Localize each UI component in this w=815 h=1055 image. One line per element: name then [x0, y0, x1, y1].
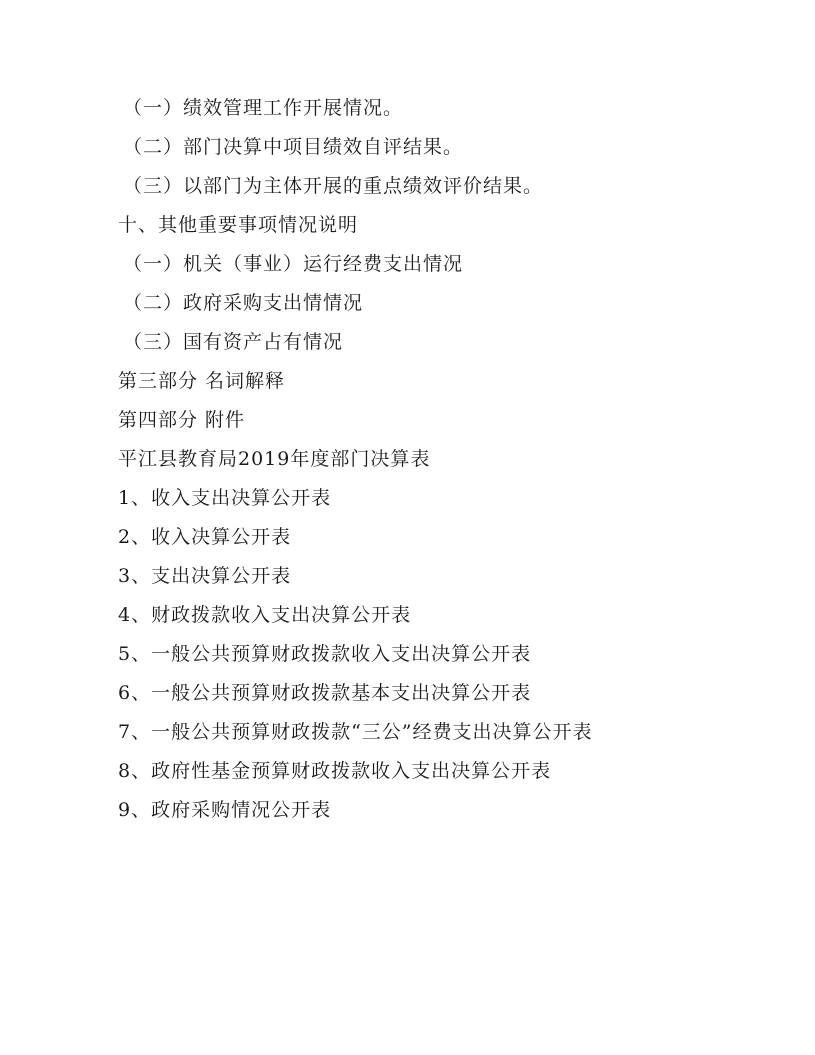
list-item: 7、一般公共预算财政拨款“三公”经费支出决算公开表 [118, 721, 593, 743]
subsection-performance-management: （一）绩效管理工作开展情况。 [123, 97, 404, 119]
list-item: 5、一般公共预算财政拨款收入支出决算公开表 [118, 643, 532, 665]
list-item: 6、一般公共预算财政拨款基本支出决算公开表 [118, 682, 532, 704]
section-heading-other-matters: 十、其他重要事项情况说明 [118, 214, 359, 236]
list-item: 2、收入决算公开表 [118, 526, 292, 548]
subsection-state-assets: （三）国有资产占有情况 [123, 331, 344, 353]
part-heading-attachments: 第四部分 附件 [118, 409, 246, 431]
subsection-key-performance-evaluation: （三）以部门为主体开展的重点绩效评价结果。 [123, 175, 544, 197]
list-item: 1、收入支出决算公开表 [118, 487, 332, 509]
list-item: 3、支出决算公开表 [118, 565, 292, 587]
subsection-government-procurement: （二）政府采购支出情情况 [123, 292, 364, 314]
part-heading-glossary: 第三部分 名词解释 [118, 370, 286, 392]
attachment-title: 平江县教育局2019年度部门决算表 [118, 448, 431, 470]
list-item: 9、政府采购情况公开表 [118, 799, 332, 821]
subsection-operating-expenses: （一）机关（事业）运行经费支出情况 [123, 253, 464, 275]
list-item: 8、政府性基金预算财政拨款收入支出决算公开表 [118, 760, 552, 782]
subsection-project-self-evaluation: （二）部门决算中项目绩效自评结果。 [123, 136, 464, 158]
list-item: 4、财政拨款收入支出决算公开表 [118, 604, 412, 626]
